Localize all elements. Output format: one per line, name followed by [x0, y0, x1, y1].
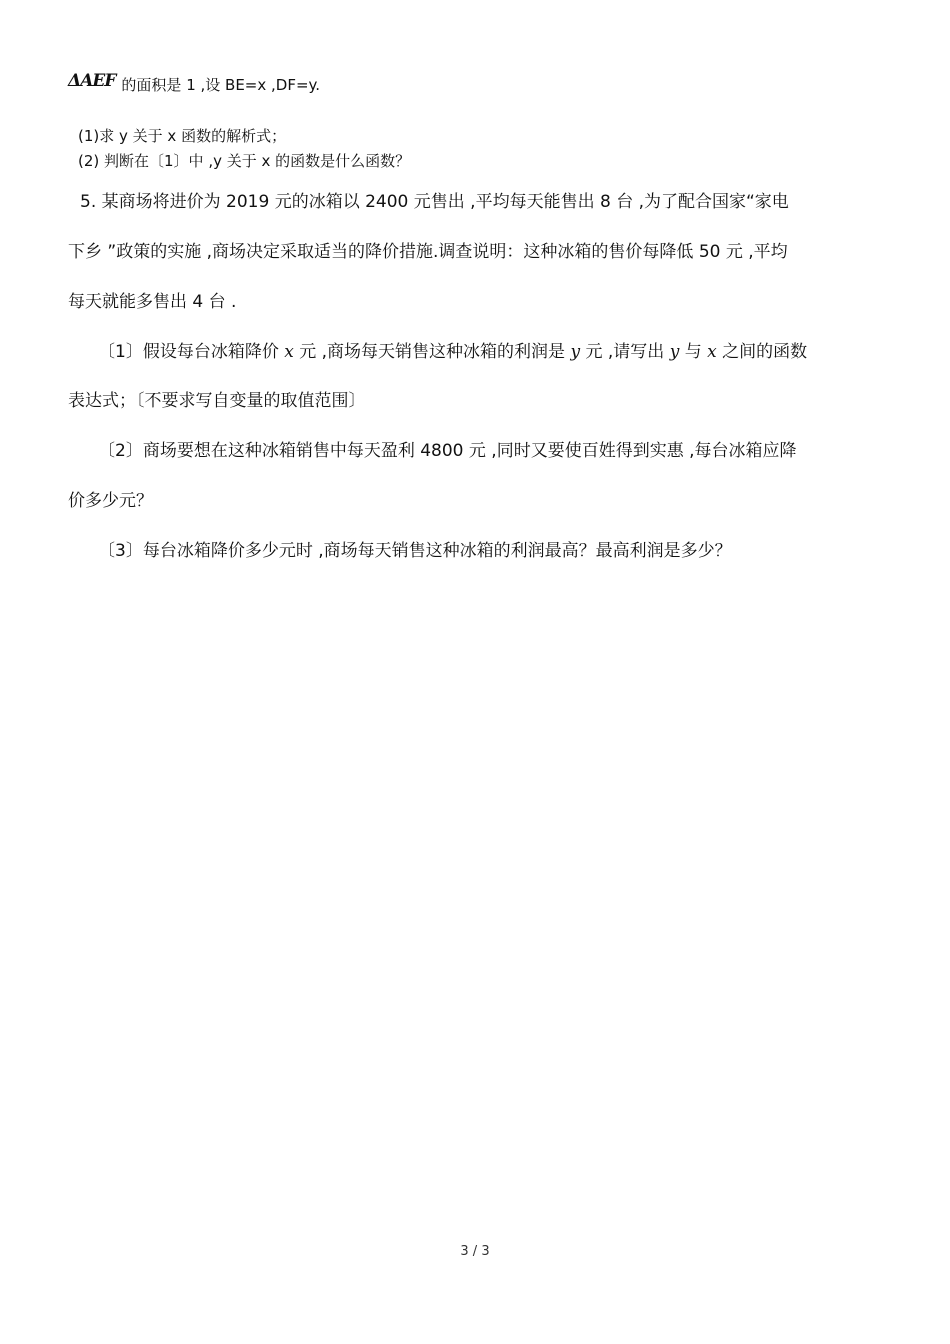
q5-line1: 5. 某商场将进价为 2019 元的冰箱以 2400 元售出 ,平均每天能售出 8 台 ,为了配合国家“家电 [80, 192, 789, 212]
q5-line2: 下乡 ”政策的实施 ,商场决定采取适当的降价措施.调查说明：这种冰箱的售价每降低 50 元 ,平均 [68, 242, 788, 262]
area-condition-line [68, 71, 321, 95]
q5-sub2-line2: 价多少元？ [68, 491, 153, 511]
q5-sub1-text-b: 元 ,商场每天销售这种冰箱的利润是 [293, 342, 571, 362]
q5-sub2-line1: 〔2〕商场要想在这种冰箱销售中每天盈利 4800 元 ,同时又要使百姓得到实惠 ,每台冰箱应降 [98, 441, 797, 461]
q5-line3: 每天就能多售出 4 台 . [68, 292, 237, 312]
page-number: 3 / 3 [460, 1244, 490, 1259]
q5-sub1-var-y2: y [669, 342, 680, 362]
q5-sub1-var-x2: x [707, 342, 717, 362]
q5-sub1-text-e: 之间的函数 [716, 342, 808, 362]
triangle-aef-label: ΔAEF [68, 71, 116, 91]
q5-sub1-var-x: x [284, 342, 294, 362]
q5-sub3: 〔3〕每台冰箱降价多少元时 ,商场每天销售这种冰箱的利润最高？最高利润是多少？ [98, 541, 732, 561]
area-condition-text: 的面积是 1 ,设 BE=x ,DF=y. [121, 76, 321, 94]
q4-part2: (2) 判断在〔1〕中 ,y 关于 x 的函数是什么函数？ [78, 152, 411, 170]
q5-sub1-text-c: 元 ,请写出 [580, 342, 670, 362]
q5-sub1-var-y: y [570, 342, 581, 362]
q5-sub1-text-a: 〔1〕假设每台冰箱降价 [98, 342, 285, 362]
q5-sub1-line2: 表达式；〔不要求写自变量的取值范围〕 [68, 391, 366, 411]
q5-sub1-text-d: 与 [679, 342, 708, 362]
q5-sub1-line1 [98, 337, 807, 362]
q4-part1: (1)求 y 关于 x 函数的解析式； [78, 127, 287, 145]
